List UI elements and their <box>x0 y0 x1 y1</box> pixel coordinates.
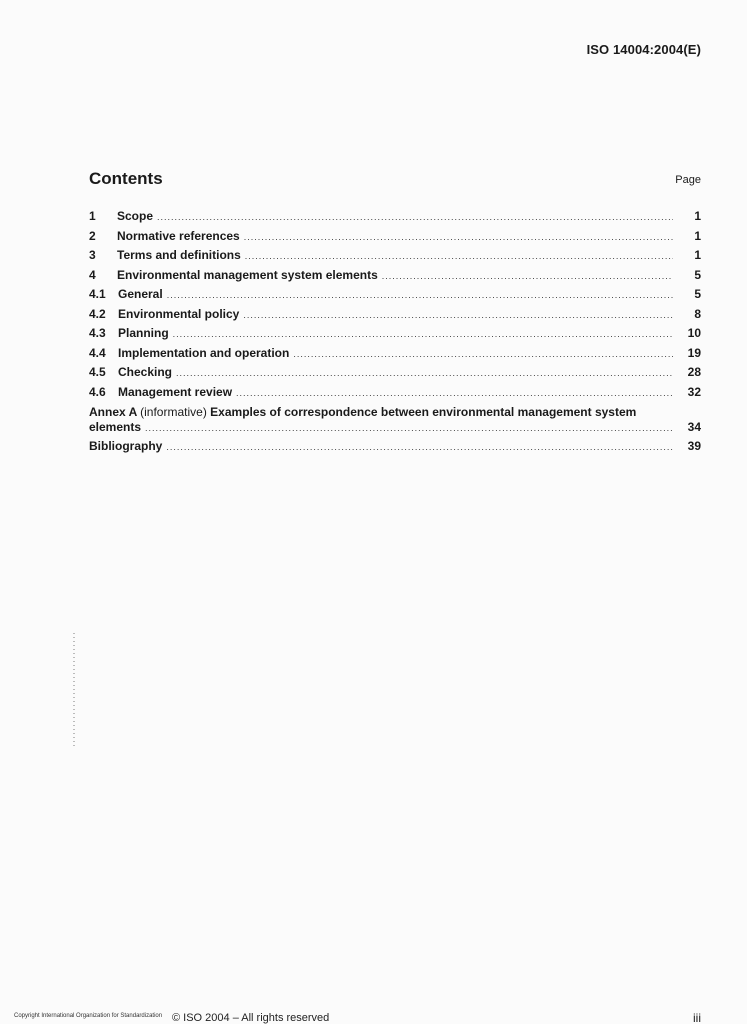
toc-entry-page: 39 <box>687 439 701 453</box>
toc-entry-general[interactable] <box>89 287 701 307</box>
toc-entry-number: 2 <box>89 228 96 243</box>
toc-entry-title: Checking <box>118 365 173 379</box>
dot-leader <box>243 309 673 321</box>
toc-entry-page: 1 <box>694 209 701 223</box>
toc-entry-title: Normative references <box>117 228 240 243</box>
dot-leader <box>236 387 673 399</box>
dot-leader <box>157 211 673 223</box>
footer-page-number: iii <box>693 1011 701 1025</box>
toc-entry-number: 4.6 <box>89 384 106 399</box>
contents-heading: Contents <box>89 169 163 188</box>
toc-entry-bibliography[interactable] <box>89 439 701 459</box>
dot-leader <box>173 328 673 340</box>
toc-entry-page: 28 <box>687 365 701 379</box>
toc-entry-scope[interactable] <box>89 209 701 229</box>
toc-entry-page: 5 <box>694 287 701 301</box>
toc-entry-page: 34 <box>687 420 701 434</box>
toc-entry-page: 5 <box>694 267 701 282</box>
toc-entry-page: 32 <box>687 384 701 399</box>
dot-leader <box>166 441 673 453</box>
footer-copyright-small: Copyright International Organization for Standardization <box>14 1013 163 1019</box>
annex-title-line1: Examples of correspondence between environmental management system <box>210 405 637 419</box>
toc-entry-ems-elements[interactable] <box>89 268 701 288</box>
annex-continuation-line <box>89 420 701 439</box>
toc-entry-number: 4.4 <box>89 345 106 360</box>
toc-entry-title: General <box>118 287 163 301</box>
toc-entry-number: 4.3 <box>89 326 106 340</box>
toc-entry-title: Bibliography <box>89 439 163 453</box>
toc-entry-page: 1 <box>694 248 701 262</box>
table-of-contents <box>89 209 701 459</box>
annex-title-line2: elements <box>89 420 142 434</box>
toc-entry-number: 4.2 <box>89 306 106 321</box>
dot-leader <box>244 231 673 243</box>
toc-entry-title: Environmental management system elements <box>117 267 378 282</box>
dot-leader <box>382 270 673 282</box>
page-column-label: Page <box>675 174 701 186</box>
toc-entry-normative-references[interactable] <box>89 229 701 249</box>
annex-qualifier: (informative) <box>140 405 207 419</box>
scan-margin-marks <box>73 633 75 747</box>
toc-entry-annex-a[interactable] <box>89 405 701 439</box>
footer-copyright: © ISO 2004 – All rights reserved <box>172 1012 330 1024</box>
toc-entry-number: 1 <box>89 209 96 223</box>
toc-entry-title: Terms and definitions <box>117 248 241 262</box>
annex-label: Annex A <box>89 405 137 419</box>
toc-entry-planning[interactable] <box>89 326 701 346</box>
toc-entry-title: Scope <box>117 209 154 223</box>
toc-entry-page: 19 <box>687 345 701 360</box>
toc-entry-management-review[interactable] <box>89 385 701 405</box>
toc-entry-environmental-policy[interactable] <box>89 307 701 327</box>
toc-entry-number: 4.1 <box>89 287 106 301</box>
toc-entry-title: Planning <box>118 326 169 340</box>
toc-entry-implementation-and-operation[interactable] <box>89 346 701 366</box>
toc-entry-number: 3 <box>89 248 96 262</box>
toc-entry-page: 8 <box>694 306 701 321</box>
dot-leader <box>145 422 673 434</box>
dot-leader <box>167 289 673 301</box>
toc-entry-number: 4.5 <box>89 365 106 379</box>
dot-leader <box>245 250 673 262</box>
dot-leader <box>176 367 673 379</box>
toc-entry-page: 10 <box>687 326 701 340</box>
toc-entry-title: Management review <box>118 384 233 399</box>
toc-entry-terms-and-definitions[interactable] <box>89 248 701 268</box>
annex-heading-line <box>89 405 701 420</box>
toc-entry-checking[interactable] <box>89 365 701 385</box>
toc-entry-title: Implementation and operation <box>118 345 290 360</box>
toc-entry-number: 4 <box>89 267 96 282</box>
document-id: ISO 14004:2004(E) <box>586 42 701 57</box>
toc-entry-page: 1 <box>694 228 701 243</box>
dot-leader <box>293 348 673 360</box>
toc-entry-title: Environmental policy <box>118 306 240 321</box>
